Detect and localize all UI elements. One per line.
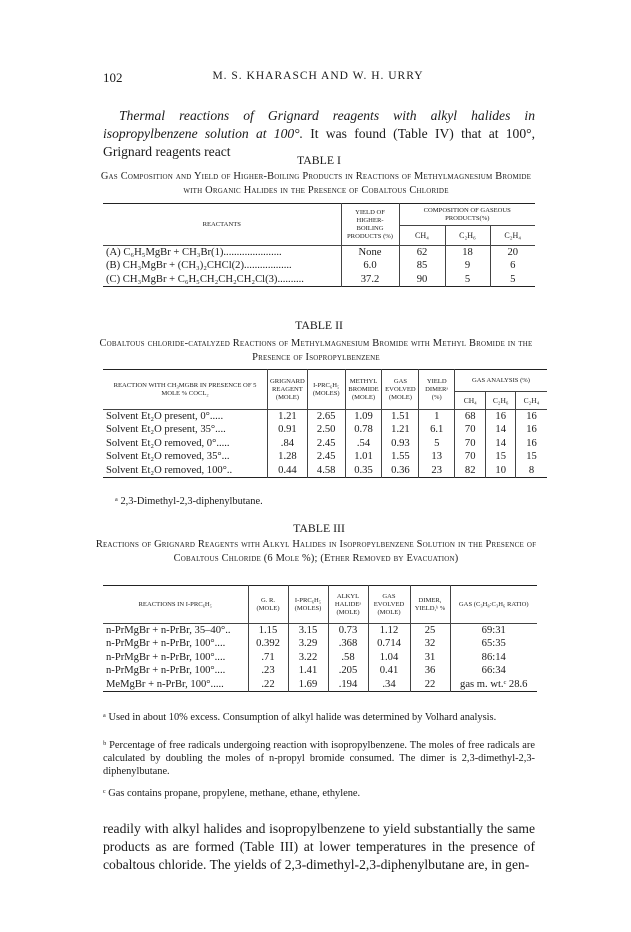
table3-alkyl-halide: 0.73 <box>328 624 368 638</box>
table1-ch4: 85 <box>399 259 445 272</box>
table3-gr: .23 <box>248 664 288 677</box>
table2-reaction: Solvent Et₂O removed, 100°.. <box>106 464 233 476</box>
table2-iprc6h5: 2.65 <box>307 410 345 424</box>
table-row <box>103 259 535 272</box>
table2-header-methyl-bromide: METHYL BROMIDE (MOLE) <box>345 370 382 410</box>
table3-iprc6h5: 3.15 <box>288 624 328 638</box>
table3-gr: 0.392 <box>248 637 288 650</box>
table2-ch4: 70 <box>455 437 486 450</box>
table-row <box>103 651 537 664</box>
table2-ch4: 82 <box>455 464 486 478</box>
table2-gas-evolved: 0.36 <box>382 464 419 478</box>
table3-gas-evolved: 0.41 <box>368 664 410 677</box>
table3-footnote-a: ᵃ Used in about 10% excess. Consumption of alkyl halide was determined by Volhard analysis. <box>103 712 497 723</box>
table-row <box>103 664 537 677</box>
table3-dimer-yield: 32 <box>410 637 450 650</box>
table3-header-gas-ratio: GAS (C₃H₈:C₃H₆ RATIO) <box>450 586 537 624</box>
table2-reaction: Solvent Et₂O present, 0°..... <box>106 411 224 422</box>
table3-iprc6h5: 1.41 <box>288 664 328 677</box>
table2-reaction: Solvent Et₂O removed, 0°..... <box>106 437 230 449</box>
table2-ch4: 68 <box>455 410 486 424</box>
table2-c2h6: 14 <box>486 437 516 450</box>
running-title: M. S. KHARASCH AND W. H. URRY <box>212 70 424 82</box>
table3-gr: .22 <box>248 678 288 692</box>
table2-yield: 5 <box>419 437 455 450</box>
table2-c2h4: 15 <box>515 450 547 463</box>
table3-gas-ratio: gas m. wt.ᶜ 28.6 <box>450 678 537 692</box>
table2-header-gas-analysis: GAS ANALYSIS (%) <box>455 370 547 392</box>
table3-gr: 1.15 <box>248 624 288 638</box>
table3-gas-ratio: 65:35 <box>450 637 537 650</box>
table2-grignard: 0.91 <box>268 423 308 436</box>
table2-header-gas-evolved: GAS EVOLVED (MOLE) <box>382 370 419 410</box>
table2-ch4: 70 <box>455 450 486 463</box>
table2-iprc6h5: 2.50 <box>307 423 345 436</box>
table3-alkyl-halide: .205 <box>328 664 368 677</box>
table2-c2h4: 8 <box>515 464 547 478</box>
table2-c2h4: 16 <box>515 423 547 436</box>
table3-reaction: MeMgBr + n-PrBr, 100°..... <box>106 678 224 690</box>
table2-gas-evolved: 0.93 <box>382 437 419 450</box>
table3-reaction: n-PrMgBr + n-PrBr, 100°.... <box>106 665 226 677</box>
table-row <box>103 450 547 463</box>
closing-paragraph: readily with alkyl halides and isopropylbenzene to yield substantially the same products as are formed (Table III) at lower temperatures in the presence of cobaltous chloride. The yields of 2,3-dimethyl-2,3-diphenylbutane are, in gen- <box>103 821 535 872</box>
table1-c2h6: 18 <box>445 246 490 260</box>
table2-footnote: ᵃ 2,3-Dimethyl-2,3-diphenylbutane. <box>115 496 263 507</box>
table3-gas-ratio: 69:31 <box>450 624 537 638</box>
table2-grignard: .84 <box>268 437 308 450</box>
table3-header-iprc6h5: I-PRC₆H₅ (MOLES) <box>288 586 328 624</box>
table2-grignard: 1.21 <box>268 410 308 424</box>
table2-iprc6h5: 2.45 <box>307 450 345 463</box>
table2-header-ch4: CH₄ <box>455 392 486 410</box>
table1-c2h6: 5 <box>445 273 490 287</box>
table1-caption: Gas Composition and Yield of Higher-Boiling Products in Reactions of Methylmagnesium Bromide with Organic Halides in the Presence of Cobaltous Chloride <box>100 171 532 196</box>
table-row <box>103 423 547 436</box>
table2-header-reaction: REACTION WITH CH₃MGBR IN PRESENCE OF 5 MOLE % COCL₂ <box>103 370 268 410</box>
table2-yield: 13 <box>419 450 455 463</box>
table3-gas-evolved: 1.04 <box>368 651 410 664</box>
table3-header-alkyl-halide: ALKYL HALIDEᵃ (MOLE) <box>328 586 368 624</box>
table2-header-yield-dimer: YIELD DIMERᵃ (%) <box>419 370 455 410</box>
table2-yield: 6.1 <box>419 423 455 436</box>
table2-methyl-bromide: 0.78 <box>345 423 382 436</box>
table3-header-gr: G. R. (MOLE) <box>248 586 288 624</box>
table-row <box>103 246 535 260</box>
table2-header-grignard: GRIGNARD REAGENT (MOLE) <box>268 370 308 410</box>
table-row <box>103 624 537 638</box>
table1-yield: None <box>341 246 399 260</box>
table3-gas-evolved: .34 <box>368 678 410 692</box>
table2-c2h6: 15 <box>486 450 516 463</box>
table2-yield: 23 <box>419 464 455 478</box>
table2-grignard: 0.44 <box>268 464 308 478</box>
table2-header-iprc6h5: I-PRC₆H₅ (MOLES) <box>307 370 345 410</box>
table3-iprc6h5: 3.29 <box>288 637 328 650</box>
table1-header-c2h4: C₂H₄ <box>490 226 535 246</box>
table3-caption: Reactions of Grignard Reagents with Alkyl Halides in Isopropylbenzene Solution in the Presence of Cobaltous Chloride (6 Mole %); (Ether Removed by Evacuation) <box>95 539 537 564</box>
table2-gas-evolved: 1.21 <box>382 423 419 436</box>
table1-yield: 37.2 <box>341 273 399 287</box>
table1-c2h4: 20 <box>490 246 535 260</box>
table3-header-reactions: REACTIONS IN I-PRC₆H₅ <box>103 586 248 624</box>
table1-reactant: (C) CH₃MgBr + C₆H₅CH₂CH₂CH₂Cl(3).......... <box>106 273 304 285</box>
table1-c2h6: 9 <box>445 259 490 272</box>
table3-gas-ratio: 66:34 <box>450 664 537 677</box>
table2-c2h4: 16 <box>515 437 547 450</box>
table2-methyl-bromide: 1.01 <box>345 450 382 463</box>
table2-methyl-bromide: 0.35 <box>345 464 382 478</box>
table2-c2h6: 10 <box>486 464 516 478</box>
table2-label: TABLE II <box>295 318 343 332</box>
table1-header-composition: COMPOSITION OF GASEOUS PRODUCTS(%) <box>399 204 535 226</box>
table2-yield: 1 <box>419 410 455 424</box>
table1-header-ch4: CH₄ <box>399 226 445 246</box>
table3-alkyl-halide: .194 <box>328 678 368 692</box>
table3-iprc6h5: 1.69 <box>288 678 328 692</box>
table1-c2h4: 6 <box>490 259 535 272</box>
table2-gas-evolved: 1.51 <box>382 410 419 424</box>
table3-dimer-yield: 25 <box>410 624 450 638</box>
table-row <box>103 437 547 450</box>
table1-reactant: (B) CH₃MgBr + (CH₃)₂CHCl(2).................. <box>106 260 292 272</box>
table1-header-yield: YIELD OF HIGHER-BOILING PRODUCTS (%) <box>341 204 399 246</box>
table2-methyl-bromide: 1.09 <box>345 410 382 424</box>
table2-methyl-bromide: .54 <box>345 437 382 450</box>
table2-grignard: 1.28 <box>268 450 308 463</box>
table1-header-c2h6: C₂H₆ <box>445 226 490 246</box>
table3-dimer-yield: 31 <box>410 651 450 664</box>
table1-label: TABLE I <box>297 153 341 167</box>
table1-header-reactants: REACTANTS <box>103 204 341 246</box>
intro-text: It was found (Table IV) that at 100°, Grignard reagents react <box>103 126 535 159</box>
table1-c2h4: 5 <box>490 273 535 287</box>
table-row <box>103 410 547 424</box>
table3 <box>103 585 537 692</box>
table2-reaction: Solvent Et₂O present, 35°.... <box>106 424 226 436</box>
table1-yield: 6.0 <box>341 259 399 272</box>
table3-gr: .71 <box>248 651 288 664</box>
table-row <box>103 273 535 287</box>
table3-reaction: n-PrMgBr + n-PrBr, 100°.... <box>106 651 226 663</box>
table3-alkyl-halide: .58 <box>328 651 368 664</box>
table2-c2h4: 16 <box>515 410 547 424</box>
table1-reactant: (A) C₆H₅MgBr + CH₃Br(1)...................... <box>106 247 282 258</box>
table-row <box>103 464 547 478</box>
table3-gas-evolved: 0.714 <box>368 637 410 650</box>
table1 <box>103 203 535 287</box>
table-row <box>103 637 537 650</box>
table2-header-c2h4: C₂H₄ <box>515 392 547 410</box>
table3-header-gas-evolved: GAS EVOLVED (MOLE) <box>368 586 410 624</box>
table3-header-dimer-yield: DIMER, YIELD,ᵇ % <box>410 586 450 624</box>
table2-iprc6h5: 4.58 <box>307 464 345 478</box>
table3-footnote-c: ᶜ Gas contains propane, propylene, methane, ethane, ethylene. <box>103 788 361 799</box>
table3-reaction: n-PrMgBr + n-PrBr, 100°.... <box>106 638 226 650</box>
table3-label: TABLE III <box>293 521 345 535</box>
table1-ch4: 90 <box>399 273 445 287</box>
table-row <box>103 678 537 692</box>
table2-iprc6h5: 2.45 <box>307 437 345 450</box>
table3-footnote-b: ᵇ Percentage of free radicals undergoing reaction with isopropylbenzene. The moles of free radicals are calculated by doubling the moles of n-propyl bromide consumed. The dimer is 2,3-dimethyl-2,3-diphenylbutane. <box>103 740 535 777</box>
table3-gas-evolved: 1.12 <box>368 624 410 638</box>
page-number: 102 <box>103 70 123 85</box>
table3-dimer-yield: 22 <box>410 678 450 692</box>
table3-gas-ratio: 86:14 <box>450 651 537 664</box>
table2 <box>103 369 547 478</box>
table3-dimer-yield: 36 <box>410 664 450 677</box>
table2-reaction: Solvent Et₂O removed, 35°... <box>106 451 230 463</box>
table3-reaction: n-PrMgBr + n-PrBr, 35–40°.. <box>106 625 231 636</box>
table2-gas-evolved: 1.55 <box>382 450 419 463</box>
table2-caption: Cobaltous chloride-catalyzed Reactions of Methylmagnesium Bromide with Methyl Bromide in the Presence of Isopropylbenzene <box>99 338 533 363</box>
table1-ch4: 62 <box>399 246 445 260</box>
table2-ch4: 70 <box>455 423 486 436</box>
table3-iprc6h5: 3.22 <box>288 651 328 664</box>
table3-alkyl-halide: .368 <box>328 637 368 650</box>
intro-italic-heading: Thermal reactions of Grignard reagents with alkyl halides in isopropylbenzene solution at 100°. <box>103 108 535 141</box>
table2-c2h6: 16 <box>486 410 516 424</box>
table2-header-c2h6: C₂H₆ <box>486 392 516 410</box>
table2-c2h6: 14 <box>486 423 516 436</box>
